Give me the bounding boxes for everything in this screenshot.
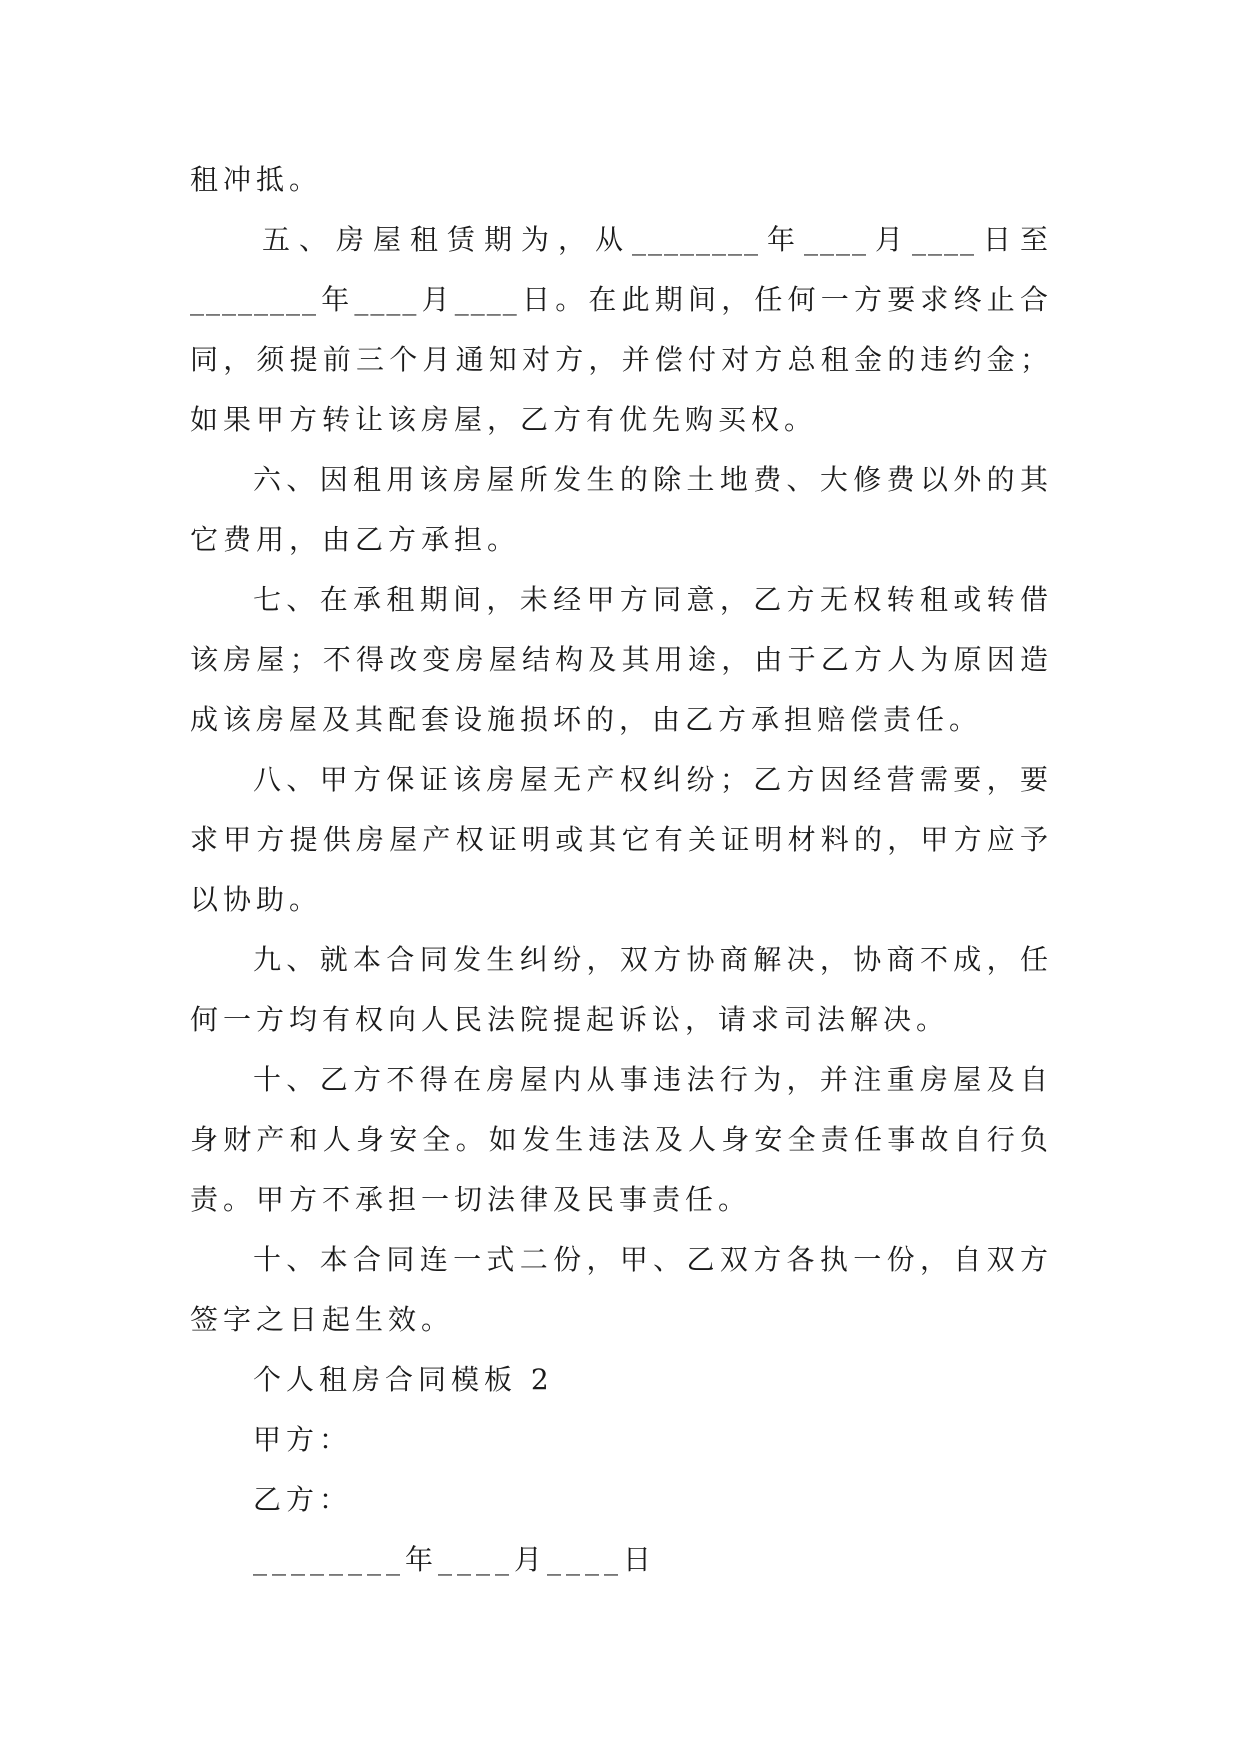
text-line: 租冲抵。 bbox=[190, 163, 323, 196]
text-line: 十、本合同连一式二份，甲、乙双方各执一份，自双方 bbox=[253, 1243, 1050, 1276]
text-line: 何一方均有权向人民法院提起诉讼，请求司法解决。 bbox=[190, 1003, 950, 1036]
party-a-label: 甲方： bbox=[253, 1423, 353, 1456]
text-line: 六、因租用该房屋所发生的除土地费、大修费以外的其 bbox=[253, 463, 1050, 496]
text-line: 该房屋；不得改变房屋结构及其用途，由于乙方人为原因造 bbox=[190, 643, 1050, 676]
text-line: 以协助。 bbox=[190, 883, 323, 916]
text-line: 同，须提前三个月通知对方，并偿付对方总租金的违约金； bbox=[190, 343, 1050, 376]
text-line: 它费用，由乙方承担。 bbox=[190, 523, 521, 556]
text-line: 五、房屋租赁期为，从________年____月____日至 bbox=[262, 223, 1050, 256]
text-line: 八、甲方保证该房屋无产权纠纷；乙方因经营需要，要 bbox=[253, 763, 1050, 796]
party-b-label: 乙方： bbox=[253, 1483, 353, 1516]
text-line: 九、就本合同发生纠纷，双方协商解决，协商不成，任 bbox=[253, 943, 1050, 976]
date-line: ________年____月____日 bbox=[253, 1543, 657, 1576]
text-line: 求甲方提供房屋产权证明或其它有关证明材料的，甲方应予 bbox=[190, 823, 1050, 856]
text-line: ________年____月____日。在此期间，任何一方要求终止合 bbox=[190, 283, 1050, 316]
text-line: 七、在承租期间，未经甲方同意，乙方无权转租或转借 bbox=[253, 583, 1050, 616]
text-line: 成该房屋及其配套设施损坏的，由乙方承担赔偿责任。 bbox=[190, 703, 983, 736]
text-line: 身财产和人身安全。如发生违法及人身安全责任事故自行负 bbox=[190, 1123, 1050, 1156]
section-title: 个人租房合同模板 2 bbox=[253, 1363, 554, 1396]
text-line: 签字之日起生效。 bbox=[190, 1303, 455, 1336]
text-line: 如果甲方转让该房屋，乙方有优先购买权。 bbox=[190, 403, 818, 436]
document-page bbox=[190, 150, 1050, 1590]
text-line: 责。甲方不承担一切法律及民事责任。 bbox=[190, 1183, 752, 1216]
text-line: 十、乙方不得在房屋内从事违法行为，并注重房屋及自 bbox=[253, 1063, 1050, 1096]
